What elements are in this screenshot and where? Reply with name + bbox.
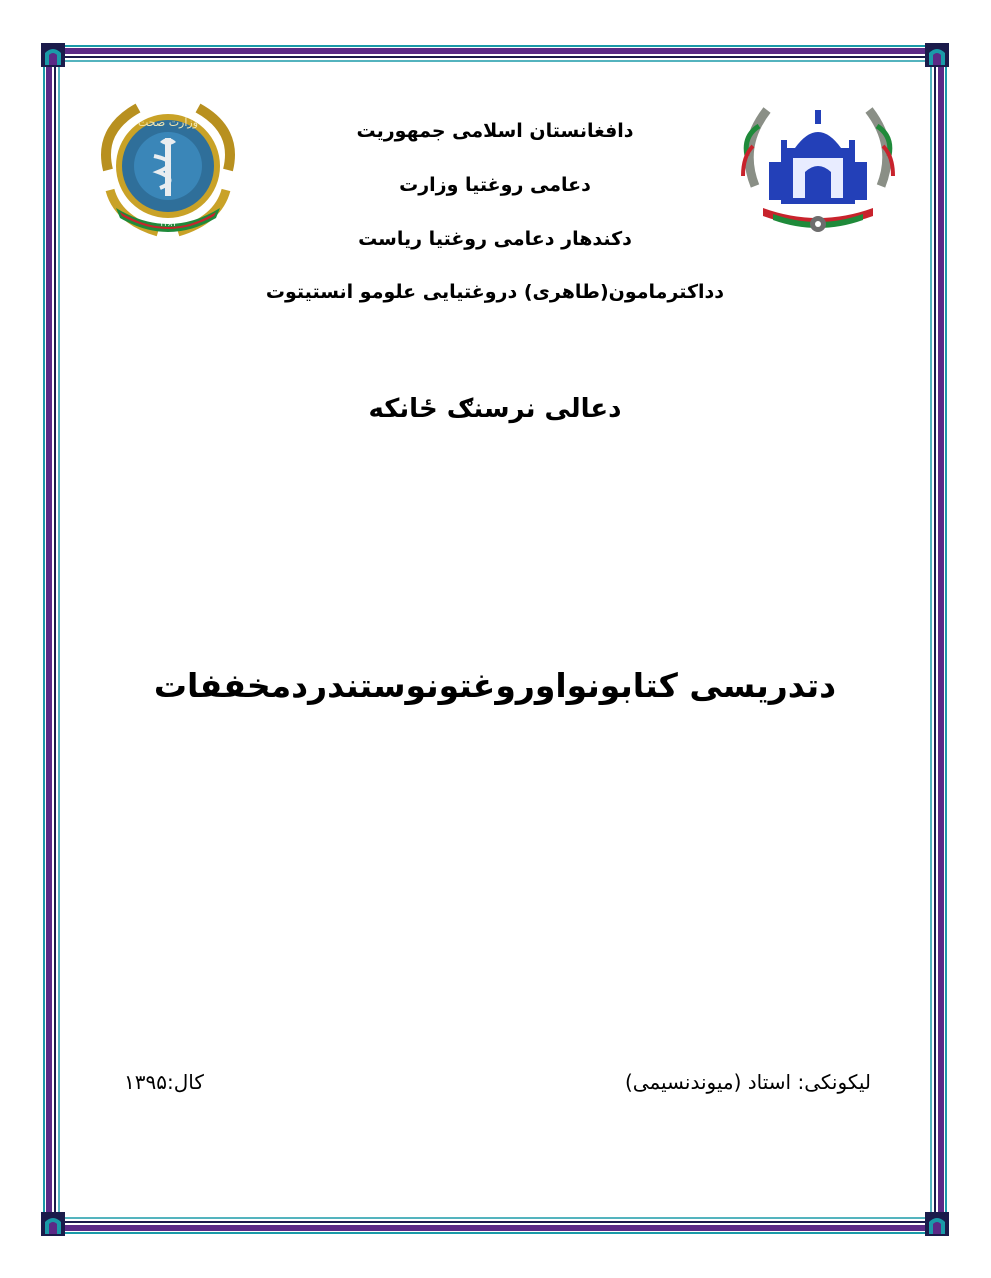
header-line-2: دعامی روغتیا وزارت xyxy=(399,174,591,196)
national-coat-of-arms-icon xyxy=(733,96,903,238)
author-line: لیکونکی: استاد (میوندنسیمی) xyxy=(624,1070,871,1094)
header-line-3: دکندهار دعامی روغتیا ریاست xyxy=(358,228,632,250)
svg-text:وزارت صحت: وزارت صحت xyxy=(137,116,199,129)
corner-ornament-bottom-right xyxy=(925,1212,949,1236)
svg-text:۱۳۸۱: ۱۳۸۱ xyxy=(159,219,177,228)
book-title: دتدریسی کتابونواوروغتونوستندردمخففات xyxy=(153,666,837,705)
svg-text:۱۲۹۸: ۱۲۹۸ xyxy=(809,207,827,216)
header-line-1: دافغانستان اسلامی جمهوریت xyxy=(356,120,634,142)
corner-ornament-top-left xyxy=(41,43,65,67)
school-name: دعالی نرسنګ ځانکه xyxy=(368,394,622,424)
corner-ornament-bottom-left xyxy=(41,1212,65,1236)
year-line: کال:۱۳۹۵ xyxy=(124,1070,204,1094)
header-line-4: دداکترمامون(طاهری) دروغتیایی علومو انستیتوت xyxy=(265,281,725,303)
corner-ornament-top-right xyxy=(925,43,949,67)
